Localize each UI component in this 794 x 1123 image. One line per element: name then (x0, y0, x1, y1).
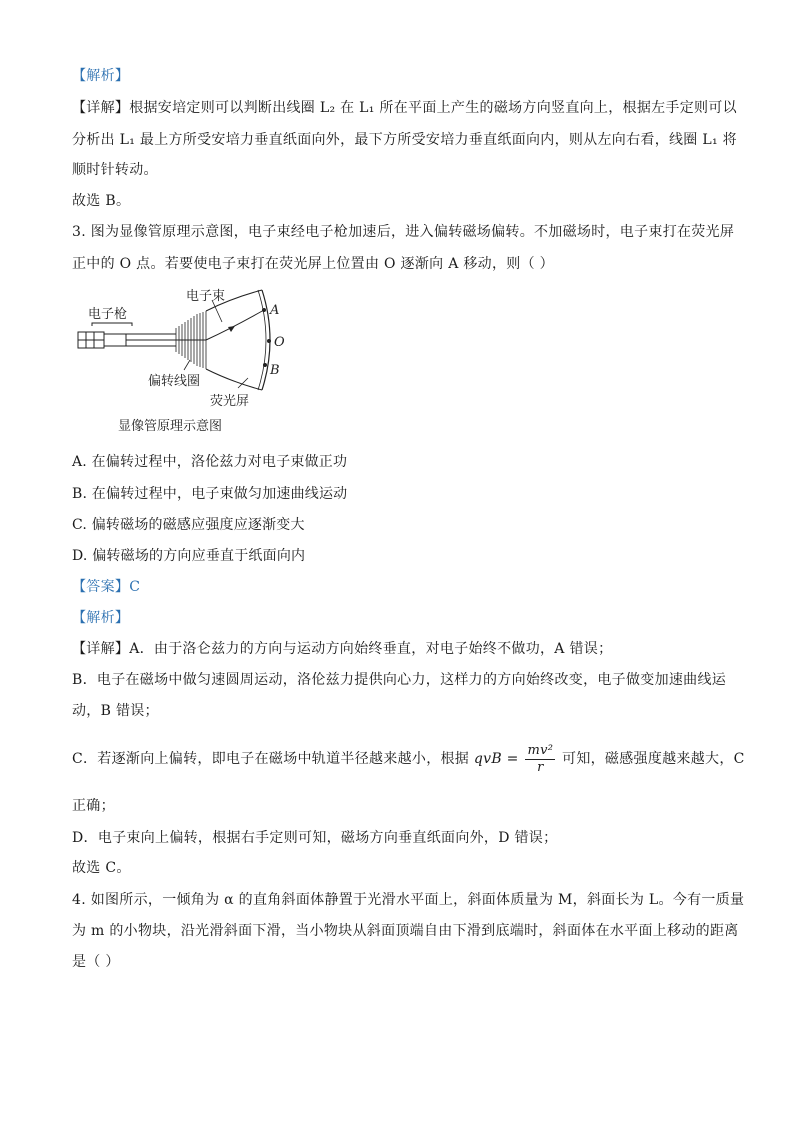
q2-detail-line-3: 顺时针转动。 (72, 162, 158, 178)
label-A: A (270, 303, 280, 318)
formula-numerator: mv² (527, 742, 554, 758)
q3-option-b: B. 在偏转过程中，电子束做匀加速曲线运动 (72, 486, 348, 502)
q4-stem-line-1: 4. 如图所示，一倾角为 α 的直角斜面体静置于光滑水平面上，斜面体质量为 M，斜面长为 L。今有一质量 (72, 892, 745, 908)
label-screen: 荧光屏 (210, 394, 250, 409)
q3-stem-line-1: 3. 图为显像管原理示意图，电子束经电子枪加速后，进入偏转磁场偏转。不加磁场时，电子束打在荧光屏 (72, 224, 735, 240)
q3-detail-line-6: D．电子束向上偏转，根据右手定则可知，磁场方向垂直纸面向外，D 错误； (72, 830, 558, 846)
q3-detail-line-2: B．电子在磁场中做匀速圆周运动，洛伦兹力提供向心力，这样力的方向始终改变，电子做变加速曲线运 (72, 672, 727, 688)
q3-conclusion: 故选 C。 (72, 860, 131, 876)
q3-detail-line-4 (72, 742, 745, 776)
electron-beam-path (206, 310, 264, 340)
q2-detail-line-1: 【详解】根据安培定则可以判断出线圈 L₂ 在 L₁ 所在平面上产生的磁场方向竖直向上，根据左手定则可以 (72, 100, 737, 116)
q3-stem-line-2: 正中的 O 点。若要使电子束打在荧光屏上位置由 O 逐渐向 A 移动，则（ ） (72, 256, 554, 272)
q3-analysis-tag: 【解析】 (72, 610, 130, 626)
q3-answer: 【答案】C (72, 579, 141, 595)
q3-option-a: A. 在偏转过程中，洛伦兹力对电子束做正功 (72, 454, 348, 470)
crt-diagram-svg (72, 288, 312, 438)
q4-stem-line-2: 为 m 的小物块，沿光滑斜面下滑，当小物块从斜面顶端自由下滑到底端时，斜面体在水平面上移动的距离 (72, 923, 739, 939)
q3-detail-line-4-post: 可知，磁感强度越来越大，C (557, 751, 745, 767)
formula-denominator: r (537, 759, 544, 775)
point-A (262, 308, 266, 312)
label-electron-gun: 电子枪 (88, 307, 128, 322)
q3-detail-line-4-pre: C．若逐渐向上偏转，即电子在磁场中轨道半径越来越小，根据 (72, 751, 474, 767)
gun-bracket (92, 323, 132, 326)
label-electron-beam: 电子束 (186, 289, 226, 304)
q2-detail-line-2: 分析出 L₁ 最上方所受安培力垂直纸面向外，最下方所受安培力垂直纸面向内，则从左向右看，线圈 L₁ 将 (72, 132, 737, 148)
formula-left: qvB = (473, 751, 524, 767)
point-B (263, 363, 267, 367)
q3-detail-line-3: 动，B 错误； (72, 703, 159, 719)
label-O: O (274, 335, 285, 350)
q3-detail-line-5: 正确； (72, 798, 115, 814)
figure-caption: 显像管原理示意图 (118, 419, 223, 434)
formula-fraction (525, 743, 555, 776)
q3-option-d: D. 偏转磁场的方向应垂直于纸面向内 (72, 548, 306, 564)
q3-detail-line-1: 【详解】A．由于洛仑兹力的方向与运动方向始终垂直，对电子始终不做功，A 错误； (72, 641, 613, 657)
crt-diagram (72, 288, 312, 438)
q4-stem-line-3: 是（ ） (72, 954, 120, 970)
label-B: B (270, 363, 280, 378)
q2-conclusion: 故选 B。 (72, 193, 131, 209)
q2-analysis-tag: 【解析】 (72, 68, 130, 84)
label-deflection-coil: 偏转线圈 (148, 374, 201, 389)
q3-option-c: C. 偏转磁场的磁感应强度应逐渐变大 (72, 517, 305, 533)
point-O (267, 339, 271, 343)
